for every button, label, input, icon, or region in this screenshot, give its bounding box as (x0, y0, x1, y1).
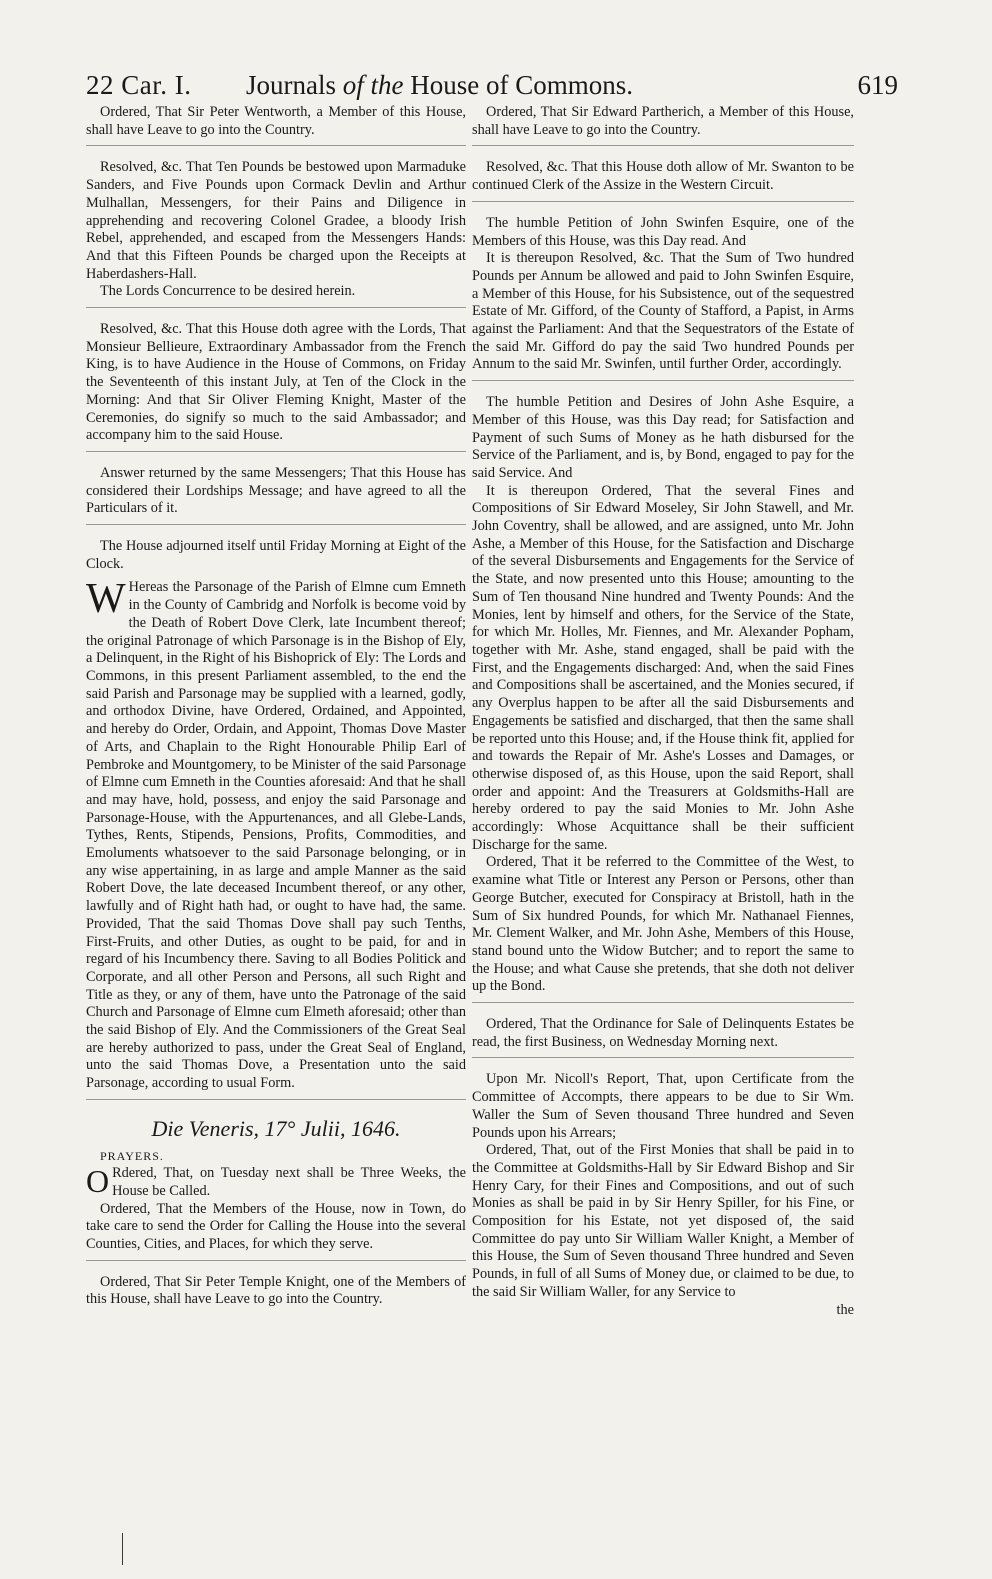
entry: Answer returned by the same Messengers; That this House has considered their Lordships Message; and have agreed to all the Particulars of it. (86, 464, 466, 517)
title-part: Journals (246, 70, 343, 100)
title-italic: of the (342, 70, 404, 100)
divider (86, 524, 466, 525)
divider (472, 380, 854, 381)
divider (472, 1057, 854, 1058)
drop-cap: W (86, 576, 126, 623)
catchword: the (836, 1301, 854, 1318)
entry: Resolved, &c. That this House doth allow of Mr. Swanton to be continued Clerk of the Assize in the Western Circuit. (472, 159, 854, 194)
entry: It is thereupon Resolved, &c. That the Sum of Two hundred Pounds per Annum be allowed and paid to John Swinfen Esquire, a Member of this House, for his Subsistence, out of the sequestred Estate of Mr. Gifford, of the County of Stafford, a Papist, in Arms against the Parliament: And that the Sequestrators of the Estate of the said Mr. Gifford do pay the said Two hundred Pounds per Annum to the said Mr. Swinfen, until further Order, accordingly. (472, 250, 854, 373)
journal-title (246, 70, 633, 101)
entry: The House adjourned itself until Friday Morning at Eight of the Clock. (86, 538, 466, 572)
prayers-label: PRAYERS. (100, 1148, 164, 1163)
entry-text: Rdered, That, on Tuesday next shall be Three Weeks, the House be Called. (112, 1165, 466, 1199)
page-number: 619 (857, 70, 898, 100)
entry: Ordered, That the Ordinance for Sale of Delinquents Estates be read, the first Business, on Wednesday Morning next. (472, 1016, 854, 1050)
right-column (472, 104, 854, 1319)
entry: Ordered, That Sir Peter Wentworth, a Member of this House, shall have Leave to go into the Country. (86, 104, 466, 138)
entry (86, 1165, 466, 1200)
divider (86, 307, 466, 308)
entry: The humble Petition of John Swinfen Esquire, one of the Members of this House, was this Day read. And (472, 214, 854, 249)
divider (472, 201, 854, 202)
entry: Ordered, That the Members of the House, now in Town, do take care to send the Order for Calling the House into the several Counties, Cities, and Places, for which they serve. (86, 1200, 466, 1253)
page-header (86, 70, 898, 104)
divider (86, 145, 466, 146)
ordinance-entry (86, 576, 466, 1092)
entry: Ordered, That Sir Peter Temple Knight, one of the Members of this House, shall have Leave to go into the Country. (86, 1273, 466, 1308)
entry: The humble Petition and Desires of John Ashe Esquire, a Member of this House, was this Day read; for Satisfaction and Payment of such Sums of Money as he hath disbursed for the Service of the Parliament, and is, by Bond, engaged to pay for the said Service. And (472, 394, 854, 481)
divider (472, 145, 854, 146)
entry: The Lords Concurrence to be desired herein. (100, 283, 356, 300)
divider (86, 1099, 466, 1100)
entry: Ordered, That it be referred to the Committee of the West, to examine what Title or Interest any Person or Persons, other than George Butcher, executed for Conspiracy at Bristoll, hath in the Sum of Six hundred Pounds, for which Mr. Nathanael Fiennes, Mr. Clement Walker, and Mr. John Ashe, Members of this House, stand bound unto the Widow Butcher; and to report the same to the House; and what Cause she pretends, that she doth not deliver up the Bond. (472, 854, 854, 995)
ordinance-text: Hereas the Parsonage of the Parish of Elmne cum Emneth in the County of Cambridg and Norfolk is become void by the Death of Robert Dove Clerk, late Incumbent thereof; the original Patronage of which Parsonage is in the Bishop of Ely, a Delinquent, in the Right of his Bishoprick of Ely: The Lords and Commons, in this present Parliament assembled, to the end the said Parish and Parsonage may be supplied with a learned, godly, and orthodox Divine, have Ordered, Ordained, and Appointed, and hereby do Order, Ordain, and Appoint, Thomas Dove Master of Arts, and Chaplain to the Right Honourable Philip Earl of Pembroke and Mountgomery, to be Minister of the said Parsonage of Elmne cum Emneth in the Counties aforesaid: And that he shall and may have, hold, possess, and enjoy the said Parsonage and Parsonage-House, with the Appurtenances, and all Glebe-Lands, Tythes, Rents, Stipends, Pensions, Profits, Commodities, and Emoluments whatsoever to the said Parsonage belonging, or in any wise appertaining, in as large and ample Manner as the said Robert Dove, the late deceased Incumbent thereof, or any other, lawfully and of Right hath had, or ought to have had, the same. Provided, That the said Thomas Dove shall pay such Tenths, First-Fruits, and other Duties, as ought to be paid, for and in regard of his Incumbency there. Saving to all Bodies Politick and Corporate, and all other Person and Persons, all such Right and Title as they, or any of them, have unto the Patronage of the said Church and Parsonage of Elmne cum Elmeth aforesaid; other than the said Bishop of Ely. And the Commissioners of the Great Seal are hereby authorized to pass, under the Great Seal of England, unto the said Thomas Dove, a Presentation unto the said Parsonage, according to usual Form. (86, 579, 466, 1092)
entry: Resolved, &c. That Ten Pounds be bestowed upon Marmaduke Sanders, and Five Pounds upon Cormack Devlin and Arthur Mulhallan, Messengers, for their Pains and Diligence in apprehending and recovering Colonel Gradee, a bloody Irish Rebel, apprehended, and escaped from the Messengers Hands: And that this Fifteen Pounds be charged upon the Receipts at Haberdashers-Hall. (86, 159, 466, 282)
entry: Ordered, That, out of the First Monies that shall be paid in to the Committee at Goldsmiths-Hall by Sir Edward Bishop and Sir Henry Cary, for their Fines and Compositions, and out of such Monies as shall be paid in by Sir Henry Spiller, for his Fine, or Composition for his Estate, not yet disposed of, the said Committee do pay unto Sir William Waller Knight, a Member of this House, the Sum of Seven thousand Three hundred and Seven Pounds, in full of all Sums of Money due, or claimed to be due, to the said Sir William Waller, for any Service to (472, 1142, 854, 1300)
entry: Upon Mr. Nicoll's Report, That, upon Certificate from the Committee of Accompts, there appears to be due to Sir Wm. Waller the Sum of Seven thousand Three hundred and Seven Pounds upon his Arrears; (472, 1071, 854, 1141)
entry: Ordered, That Sir Edward Partherich, a Member of this House, shall have Leave to go into the Country. (472, 104, 854, 138)
page-edge-mark (122, 1533, 123, 1565)
divider (472, 1002, 854, 1003)
regnal-year: 22 Car. I. (86, 70, 192, 100)
title-part: House of Commons. (403, 70, 633, 100)
divider (86, 1260, 466, 1261)
drop-cap: O (86, 1163, 110, 1200)
left-column (86, 104, 466, 1309)
divider (86, 451, 466, 452)
entry: Resolved, &c. That this House doth agree with the Lords, That Monsieur Bellieure, Extraordinary Ambassador from the French King, is to have Audience in the House of Commons, on Friday the Seventeenth of this instant July, at Ten of the Clock in the Morning: And that Sir Oliver Fleming Knight, Master of the Ceremonies, do signify so much to the said Ambassador; and accompany him to the said House. (86, 321, 466, 444)
entry: It is thereupon Ordered, That the several Fines and Compositions of Sir Edward Moseley, Sir John Stawell, and Mr. John Coventry, shall be allowed, and are assigned, unto Mr. John Ashe, a Member of this House, for the Satisfaction and Discharge of the several Disbursements and Engagements for the Service of the State, and now presented unto this House; amounting to the Sum of Ten thousand Nine hundred and Twenty Pounds: And the Monies, lent by himself and others, for the Service of the State, for which Mr. Holles, Mr. Fiennes, and Mr. Alexander Popham, together with Mr. Ashe, stand engaged, shall be paid with the First, and the Engagements discharged: And, when the said Fines and Compositions shall be ascertained, and the Monies secured, if any Overplus happen to be after all the said Disbursements and Engagements be satisfied and discharged, that then the same shall be reported unto this House; and, if the House think fit, applied for and towards the Repair of Mr. Ashe's Losses and Damages, or otherwise disposed of, as this House, upon the said Report, shall order and appoint: And the Treasurers at Goldsmiths-Hall are hereby ordered to pay the said Monies to Mr. John Ashe accordingly: Whose Acquittance shall be their sufficient Discharge for the same. (472, 482, 854, 853)
day-heading: Die Veneris, 17° Julii, 1646. (151, 1115, 401, 1141)
